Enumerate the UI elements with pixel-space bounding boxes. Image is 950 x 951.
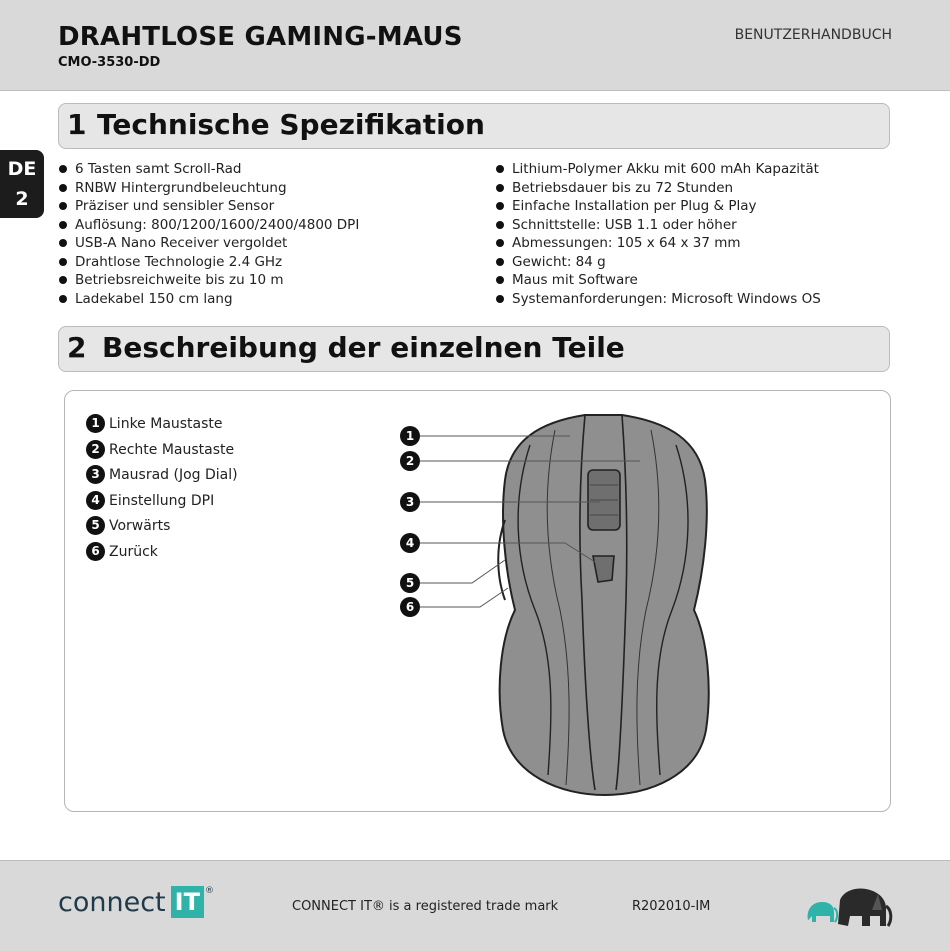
spec-item: Ladekabel 150 cm lang [58,290,359,309]
spec-item: Drahtlose Technologie 2.4 GHz [58,253,359,272]
legend-label: Einstellung DPI [109,492,215,509]
spec-item: Auflösung: 800/1200/1600/2400/4800 DPI [58,216,359,235]
spec-item: Maus mit Software [495,271,821,290]
legend-number-badge: 3 [86,465,105,484]
callout-3: 3 [400,492,420,512]
model-number: CMO-3530-DD [58,55,161,70]
spec-item: Betriebsdauer bis zu 72 Stunden [495,179,821,198]
legend-number-badge: 2 [86,440,105,459]
spec-item: USB-A Nano Receiver vergoldet [58,234,359,253]
language-code: DE [7,158,37,180]
spec-item: Einfache Installation per Plug & Play [495,197,821,216]
legend-number-badge: 4 [86,491,105,510]
callout-6: 6 [400,597,420,617]
brand-box: IT [171,886,204,918]
page-number: 2 [15,188,29,210]
document-code: R202010-IM [632,899,711,914]
brand-text: connect [58,886,166,918]
spec-item: RNBW Hintergrundbeleuchtung [58,179,359,198]
legend-label: Rechte Maustaste [109,441,235,458]
legend-label: Vorwärts [109,518,171,534]
legend-label: Mausrad (Jog Dial) [109,467,238,483]
spec-item: Abmessungen: 105 x 64 x 37 mm [495,234,821,253]
section-title: Technische Spezifikation [97,108,485,141]
document-type: BENUTZERHANDBUCH [734,27,892,43]
spec-item: Betriebsreichweite bis zu 10 m [58,271,359,290]
legend-label: Zurück [109,543,158,560]
brand-logo [58,886,214,918]
legend-label: Linke Maustaste [109,416,223,432]
trademark-notice: CONNECT IT® is a registered trade mark [292,899,559,914]
callout-2: 2 [400,451,420,471]
product-title: DRAHTLOSE GAMING-MAUS [58,22,463,52]
spec-item: Präziser und sensibler Sensor [58,197,359,216]
spec-item: Schnittstelle: USB 1.1 oder höher [495,216,821,235]
spec-item: 6 Tasten samt Scroll-Rad [58,160,359,179]
spec-item: Gewicht: 84 g [495,253,821,272]
section-title: Beschreibung der einzelnen Teile [102,331,625,364]
elephants-logo-icon [800,880,895,930]
spec-item: Systemanforderungen: Microsoft Windows OS [495,290,821,309]
brand-registered: ® [204,886,214,896]
spec-item: Lithium-Polymer Akku mit 600 mAh Kapazität [495,160,821,179]
legend-number-badge: 6 [86,542,105,561]
section-number: 2 [67,331,87,364]
callout-5: 5 [400,573,420,593]
section-number: 1 [67,108,87,141]
legend-number-badge: 1 [86,414,105,433]
legend-number-badge: 5 [86,516,105,535]
callout-1: 1 [400,426,420,446]
callout-4: 4 [400,533,420,553]
